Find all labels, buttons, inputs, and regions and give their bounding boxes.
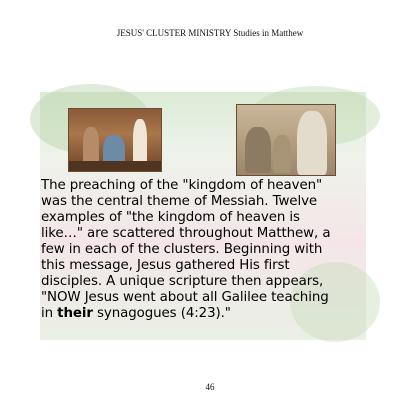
jesus-with-disciples-image [236,104,336,176]
body-paragraph [40,178,368,322]
content-panel [40,92,366,340]
paragraph-text: The preaching of the "kingdom of heaven" was the central theme of Messiah. Twelve examples of "the kingdom of heaven is like…" are scattered throughout Matthew, a few in each of the clusters. Beginning with this message, Jesus gathered His first disciples. A unique scripture then appears, "NOW Jesus went about all Galilee teaching in [41,178,331,321]
page-header: JESUS' CLUSTER MINISTRY Studies in Matthew [116,28,304,38]
jesus-calling-fishermen-image [68,108,162,172]
page-number: 46 [205,382,215,392]
emphasized-word: their [57,306,93,321]
paragraph-text-end: synagogues (4:23)." [92,306,231,321]
